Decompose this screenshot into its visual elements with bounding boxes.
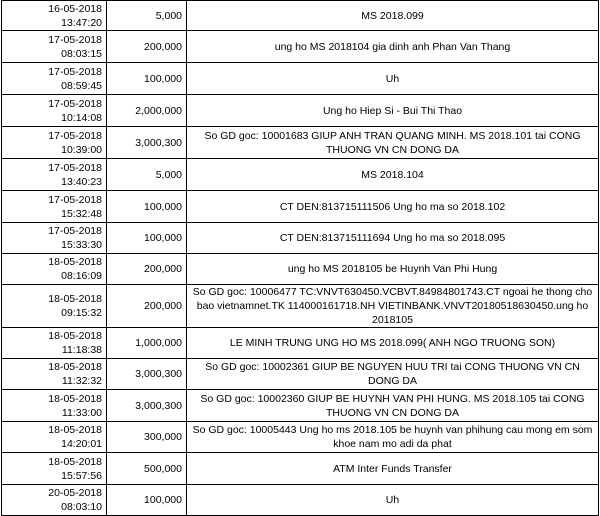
date-cell: 18-05-2018 11:18:38 <box>2 328 107 359</box>
amount-cell: 200,000 <box>107 31 187 63</box>
date-cell: 17-05-2018 15:33:30 <box>2 223 107 254</box>
table-row <box>2 359 599 390</box>
table-row <box>2 422 599 453</box>
description-cell: So GD goc: 10002360 GIUP BE HUYNH VAN PHI HUNG. MS 2018.105 tai CONG THUONG VN CN DONG DA <box>187 390 599 422</box>
amount-cell: 1,000,000 <box>107 328 187 359</box>
table-row <box>2 254 599 285</box>
description-cell: Uh <box>187 485 599 516</box>
table-row <box>2 31 599 63</box>
date-cell: 18-05-2018 08:16:09 <box>2 254 107 285</box>
description-cell: So GD goc: 10001683 GIUP ANH TRAN QUANG MINH. MS 2018.101 tai CONG THUONG VN CN DONG DA <box>187 127 599 159</box>
amount-cell: 5,000 <box>107 159 187 191</box>
description-cell: ung ho MS 2018105 be Huynh Van Phi Hung <box>187 254 599 285</box>
date-cell: 16-05-2018 13:47:20 <box>2 1 107 31</box>
description-cell: Uh <box>187 63 599 95</box>
amount-cell: 300,000 <box>107 422 187 453</box>
date-cell: 17-05-2018 08:59:45 <box>2 63 107 95</box>
date-cell: 18-05-2018 11:32:32 <box>2 359 107 390</box>
description-cell: So GD goc: 10005443 Ung ho ms 2018.105 be huynh van phihung cau mong em som khoe nam mo adi da phat <box>187 422 599 453</box>
table-row <box>2 485 599 516</box>
amount-cell: 100,000 <box>107 63 187 95</box>
date-cell: 17-05-2018 10:14:08 <box>2 95 107 127</box>
description-cell: MS 2018.104 <box>187 159 599 191</box>
table-row <box>2 453 599 485</box>
amount-cell: 100,000 <box>107 191 187 223</box>
table-row <box>2 223 599 254</box>
description-cell: ung ho MS 2018104 gia dinh anh Phan Van Thang <box>187 31 599 63</box>
date-cell: 18-05-2018 11:33:00 <box>2 390 107 422</box>
table-row <box>2 328 599 359</box>
table-row <box>2 285 599 328</box>
date-cell: 17-05-2018 10:39:00 <box>2 127 107 159</box>
amount-cell: 2,000,000 <box>107 95 187 127</box>
amount-cell: 3,000,300 <box>107 359 187 390</box>
description-cell: Ung ho Hiep Si - Bui Thi Thao <box>187 95 599 127</box>
table-row <box>2 63 599 95</box>
description-cell: So GD goc: 10006477 TC:VNVT630450.VCBVT.84984801743.CT ngoai he thong cho bao vietnamnet.TK 114000161718.NH VIETINBANK.VNVT20180518630450.ung ho 2018105 <box>187 285 599 328</box>
amount-cell: 3,000,300 <box>107 127 187 159</box>
description-cell: CT DEN:813715111694 Ung ho ma so 2018.095 <box>187 223 599 254</box>
amount-cell: 100,000 <box>107 223 187 254</box>
amount-cell: 200,000 <box>107 254 187 285</box>
date-cell: 18-05-2018 14:20:01 <box>2 422 107 453</box>
date-cell: 17-05-2018 08:03:15 <box>2 31 107 63</box>
date-cell: 20-05-2018 08:03:10 <box>2 485 107 516</box>
table-row <box>2 159 599 191</box>
date-cell: 18-05-2018 15:57:56 <box>2 453 107 485</box>
date-cell: 17-05-2018 15:32:48 <box>2 191 107 223</box>
transactions-table <box>1 0 599 516</box>
table-row <box>2 390 599 422</box>
amount-cell: 5,000 <box>107 1 187 31</box>
amount-cell: 500,000 <box>107 453 187 485</box>
table-row <box>2 191 599 223</box>
amount-cell: 100,000 <box>107 485 187 516</box>
description-cell: LE MINH TRUNG UNG HO MS 2018.099( ANH NGO TRUONG SON) <box>187 328 599 359</box>
description-cell: ATM Inter Funds Transfer <box>187 453 599 485</box>
description-cell: MS 2018.099 <box>187 1 599 31</box>
date-cell: 18-05-2018 09:15:32 <box>2 285 107 328</box>
table-row <box>2 1 599 31</box>
table-row <box>2 127 599 159</box>
table-row <box>2 95 599 127</box>
amount-cell: 200,000 <box>107 285 187 328</box>
date-cell: 17-05-2018 13:40:23 <box>2 159 107 191</box>
description-cell: CT DEN:813715111506 Ung ho ma so 2018.102 <box>187 191 599 223</box>
amount-cell: 3,000,300 <box>107 390 187 422</box>
description-cell: So GD goc: 10002361 GIUP BE NGUYEN HUU TRI tai CONG THUONG VN CN DONG DA <box>187 359 599 390</box>
